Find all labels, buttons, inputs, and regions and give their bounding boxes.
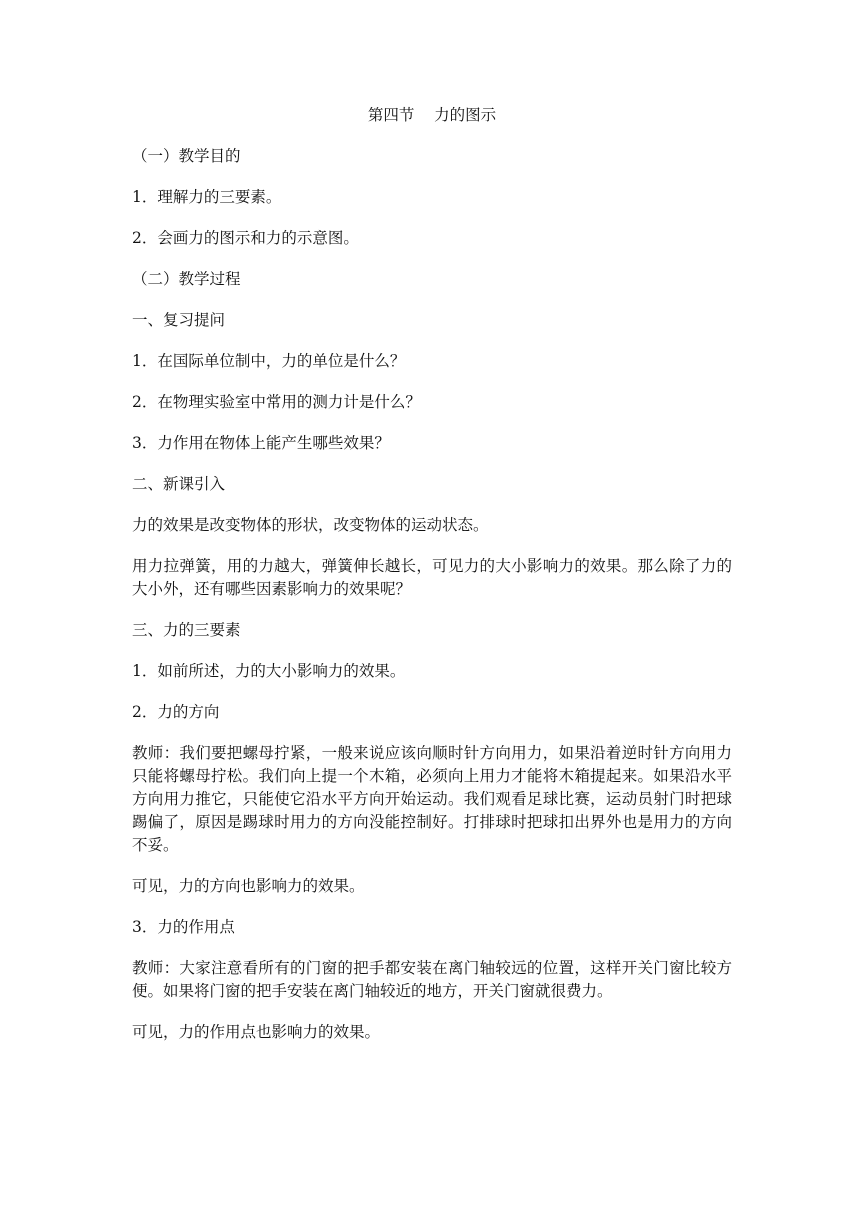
heading-new-lesson: 二、新课引入 <box>132 475 226 493</box>
paragraph-direction-conclusion: 可见，力的方向也影响力的效果。 <box>132 877 365 895</box>
paragraph-point-conclusion: 可见，力的作用点也影响力的效果。 <box>132 1023 381 1041</box>
section-title: 第四节 力的图示 <box>367 106 497 124</box>
heading-review-questions: 一、复习提问 <box>132 311 226 329</box>
element-direction-heading: 2．力的方向 <box>132 703 220 721</box>
element-point-heading: 3．力的作用点 <box>132 918 235 936</box>
review-question-3: 3．力作用在物体上能产生哪些效果？ <box>132 434 390 452</box>
goal-item-2: 2．会画力的图示和力的示意图。 <box>132 229 359 247</box>
heading-three-elements: 三、力的三要素 <box>132 621 241 639</box>
review-question-1: 1．在国际单位制中，力的单位是什么？ <box>132 352 406 370</box>
goal-item-1: 1．理解力的三要素。 <box>132 188 282 206</box>
element-magnitude: 1．如前所述，力的大小影响力的效果。 <box>132 662 406 680</box>
paragraph-spring-example: 用力拉弹簧，用的力越大，弹簧伸长越长，可见力的大小影响力的效果。那么除了力的大小外，还有哪些因素影响力的效果呢？ <box>132 557 732 598</box>
paragraph-point-teacher: 教师：大家注意看所有的门窗的把手都安装在离门轴较远的位置，这样开关门窗比较方便。如果将门窗的把手安装在离门轴较近的地方，开关门窗就很费力。 <box>132 959 732 1000</box>
review-question-2: 2．在物理实验室中常用的测力计是什么？ <box>132 393 421 411</box>
paragraph-force-effect: 力的效果是改变物体的形状，改变物体的运动状态。 <box>132 516 489 534</box>
document-body <box>132 104 732 1062</box>
heading-teaching-goals: （一）教学目的 <box>132 147 241 165</box>
paragraph-direction-teacher: 教师：我们要把螺母拧紧，一般来说应该向顺时针方向用力，如果沿着逆时针方向用力只能将螺母拧松。我们向上提一个木箱，必须向上用力才能将木箱提起来。如果沿水平方向用力推它，只能使它沿水平方向开始运动。我们观看足球比赛，运动员射门时把球踢偏了，原因是踢球时用力的方向没能控制好。打排球时把球扣出界外也是用力的方向不妥。 <box>132 744 732 854</box>
heading-teaching-process: （二）教学过程 <box>132 270 241 288</box>
